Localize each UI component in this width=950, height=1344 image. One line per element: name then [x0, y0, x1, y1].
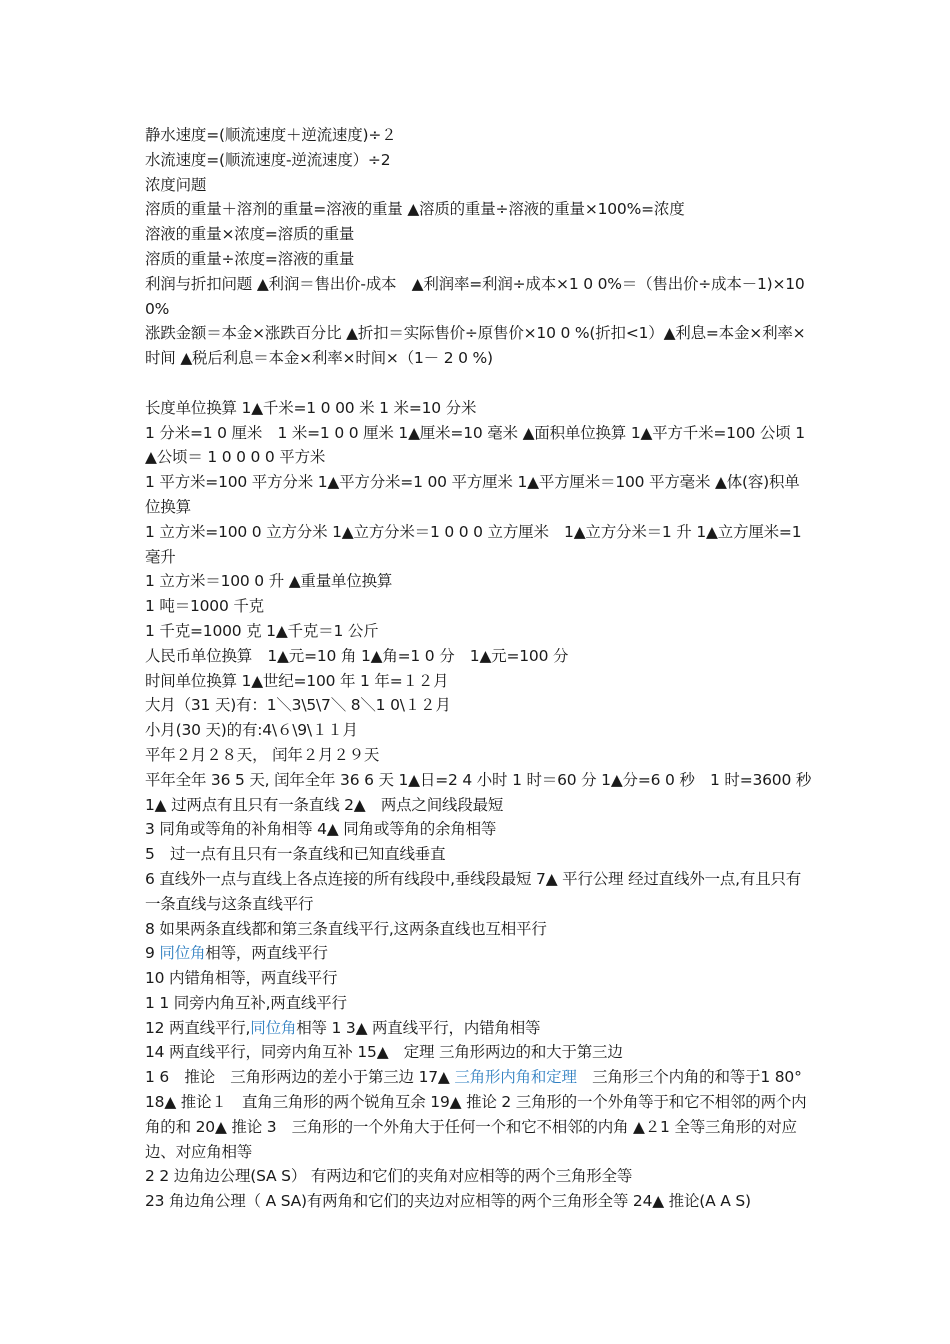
paragraph-pre: 12 两直线平行, [145, 1018, 251, 1037]
paragraph: 溶液的重量×浓度=溶质的重量 [145, 225, 355, 244]
paragraph: 小月(30 天)的有:4\６\9\１１月 [145, 721, 358, 740]
paragraph: 大月（31 天)有：1＼3\5\7＼ 8＼1 0\１２月 [145, 696, 451, 715]
paragraph: 人民币单位换算 1▲元=10 角 1▲角=1 0 分 1▲元=100 分 [145, 646, 569, 665]
paragraph: 1 立方米=100 0 立方分米 1▲立方分米＝1 0 0 0 立方厘米 1▲立方分米＝1 升 1▲立方厘米=1 毫升 [145, 522, 802, 566]
paragraph [145, 1016, 813, 1041]
paragraph: 8 如果两条直线都和第三条直线平行,这两条直线也互相平行 [145, 919, 547, 938]
term-link[interactable]: 同位角 [250, 1018, 297, 1037]
paragraph: 1 吨＝1000 千克 [145, 597, 264, 616]
paragraph: 静水速度=(顺流速度＋逆流速度)÷２ [145, 126, 397, 144]
paragraph: 1 立方米＝100 0 升 ▲重量单位换算 [145, 572, 393, 591]
paragraph [145, 941, 813, 966]
paragraph: 10 内错角相等，两直线平行 [145, 969, 338, 988]
paragraph: 长度单位换算 1▲千米=1 0 00 米 1 米=10 分米 [145, 398, 477, 417]
paragraph: 1 千克=1000 克 1▲千克＝1 公斤 [145, 621, 379, 640]
paragraph: 溶质的重量＋溶剂的重量=溶液的重量 ▲溶质的重量÷溶液的重量×100%=浓度 [145, 200, 685, 219]
paragraph: 1 分米=1 0 厘米 1 米=1 0 0 厘米 1▲厘米=10 毫米 ▲面积单位换算 1▲平方千米=100 公顷 1▲公顷＝ 1 0 0 0 0 平方米 [145, 423, 805, 467]
paragraph: 23 角边角公理（ A SA)有两角和它们的夹边对应相等的两个三角形全等 24▲ 推论(A A S) [145, 1192, 751, 1211]
paragraph: 溶质的重量÷浓度=溶液的重量 [145, 249, 355, 268]
paragraph-pre: 1 6 推论 三角形两边的差小于第三边 17▲ [145, 1068, 455, 1087]
paragraph: 水流速度=(顺流速度-逆流速度）÷2 [145, 150, 391, 169]
paragraph: 时间单位换算 1▲世纪=100 年 1 年=１２月 [145, 671, 449, 690]
paragraph: 涨跌金额＝本金×涨跌百分比 ▲折扣＝实际售价÷原售价×10 0 %(折扣<1）▲利息=本金×利率×时间 ▲税后利息＝本金×利率×时间×（1－ 2 0 %) [145, 324, 806, 368]
paragraph-post: 相等，两直线平行 [205, 944, 328, 963]
paragraph: 5 过一点有且只有一条直线和已知直线垂直 [145, 845, 446, 864]
paragraph: 6 直线外一点与直线上各点连接的所有线段中,垂线段最短 7▲ 平行公理 经过直线外一点,有且只有一条直线与这条直线平行 [145, 869, 802, 913]
term-link[interactable]: 同位角 [159, 944, 206, 963]
paragraph: 浓度问题 [145, 175, 207, 194]
paragraph-post: 相等 1 3▲ 两直线平行，内错角相等 [296, 1018, 541, 1037]
paragraph: 平年全年 36 5 天, 闰年全年 36 6 天 1▲日=2 4 小时 1 时＝60 分 1▲分=6 0 秒 1 时=3600 秒 1▲ 过两点有且只有一条直线 2▲ 两点之间线段最短 [145, 770, 812, 814]
paragraph: 1 1 同旁内角互补,两直线平行 [145, 993, 347, 1012]
document-body [145, 123, 813, 1214]
paragraph: 3 同角或等角的补角相等 4▲ 同角或等角的余角相等 [145, 820, 497, 839]
paragraph-post: 三角形三个内角的和等于1 80° 18▲ 推论１ 直角三角形的两个锐角互余 19▲ 推论 2 三角形的一个外角等于和它不相邻的两个内角的和 20▲ 推论 3 三角形的一个外角大于任何一个和它不相邻的内角 ▲２1 全等三角形的对应边、对应角相等 [145, 1068, 807, 1161]
paragraph [145, 1065, 813, 1164]
paragraph: 利润与折扣问题 ▲利润＝售出价-成本 ▲利润率=利润÷成本×1 0 0%＝（售出价÷成本－1)×100% [145, 274, 805, 318]
paragraph: 14 两直线平行，同旁内角互补 15▲ 定理 三角形两边的和大于第三边 [145, 1043, 623, 1062]
paragraph-pre: 9 [145, 944, 160, 963]
paragraph: 1 平方米=100 平方分米 1▲平方分米=1 00 平方厘米 1▲平方厘米＝100 平方毫米 ▲体(容)积单位换算 [145, 473, 800, 516]
term-link[interactable]: 三角形内角和定理 [454, 1068, 577, 1087]
blank-line [145, 371, 813, 396]
paragraph: 平年２月２８天， 闰年２月２９天 [145, 745, 380, 764]
paragraph: 2 2 边角边公理(SA S） 有两边和它们的夹角对应相等的两个三角形全等 [145, 1167, 633, 1186]
